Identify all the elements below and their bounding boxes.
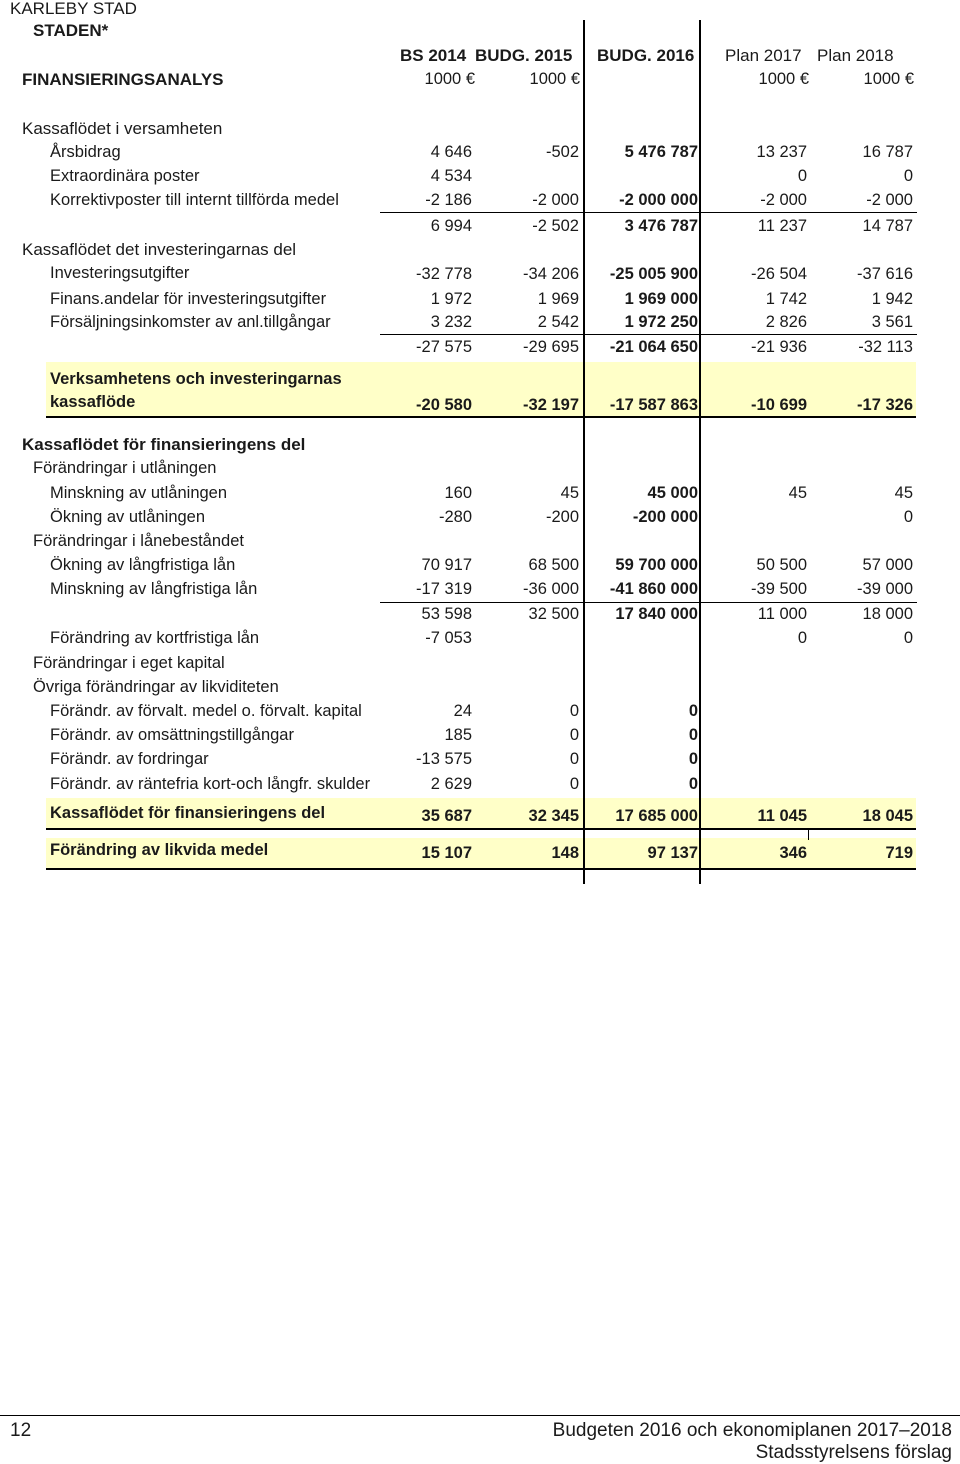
row-label-eget: Förändringar i eget kapital	[33, 654, 225, 672]
col-unit-bs2014: 1000 €	[424, 70, 475, 88]
cell-verks-budg2015: -32 197	[523, 396, 579, 414]
cell-likvida-plan2017: 346	[779, 844, 807, 862]
row-label-kf-fin: Kassaflödet för finansieringens del	[50, 804, 326, 822]
row-label-forvalt: Förändr. av förvalt. medel o. förvalt. kapital	[50, 703, 362, 720]
cell-korrektiv-budg2015: -2 000	[532, 191, 579, 209]
cell-okn-lang-budg2015: 68 500	[528, 556, 579, 574]
cell-sub2-budg2015: -29 695	[523, 338, 579, 356]
cell-arsbidrag-budg2016: 5 476 787	[624, 143, 698, 161]
col-header-budg2016: BUDG. 2016	[597, 46, 695, 65]
cell-rantefri-budg2016: 0	[688, 775, 698, 793]
cell-verks-plan2017: -10 699	[751, 396, 807, 414]
cell-minsk-utl-plan2017: 45	[788, 484, 807, 502]
cell-kf-fin-budg2016: 17 685 000	[615, 807, 698, 825]
separator-3	[380, 602, 917, 603]
row-label-rantefri: Förändr. av räntefria kort-och långfr. skulder	[50, 776, 371, 793]
page-number: 12	[10, 1420, 32, 1441]
cell-minsk-lang-plan2017: -39 500	[751, 580, 807, 598]
row-label-finans: Finans.andelar för investeringsutgifter	[50, 290, 327, 308]
separator-likvida	[46, 868, 916, 870]
cell-fordr-budg2015: 0	[569, 750, 579, 768]
row-label-forsalj: Försäljningsinkomster av anl.tillgångar	[50, 313, 331, 331]
cell-okn-lang-bs2014: 70 917	[421, 556, 472, 574]
separator-verksamhetens	[46, 416, 916, 418]
cell-forsalj-plan2018: 3 561	[871, 313, 913, 331]
cell-sub1-plan2018: 14 787	[862, 217, 913, 235]
cell-forsalj-plan2017: 2 826	[765, 313, 807, 331]
cell-okn-utl-budg2015: -200	[545, 508, 579, 526]
cell-kf-fin-budg2015: 32 345	[528, 807, 579, 825]
cell-invest-budg2016: -25 005 900	[609, 265, 698, 283]
row-label-minsk-utl: Minskning av utlåningen	[50, 484, 228, 502]
section-financing: Kassaflödet för finansieringens del	[22, 435, 306, 454]
col-unit-budg2015: 1000 €	[529, 70, 580, 88]
cell-forvalt-budg2016: 0	[688, 702, 698, 720]
cell-verks-plan2018: -17 326	[857, 396, 913, 414]
cell-extraord-bs2014: 4 534	[430, 167, 472, 185]
cell-sub1-plan2017: 11 237	[757, 217, 807, 235]
cell-verks-budg2016: -17 587 863	[609, 396, 698, 414]
cell-minsk-utl-plan2018: 45	[894, 484, 913, 502]
cell-sub2-plan2018: -32 113	[858, 338, 913, 356]
col-unit-plan2018: 1000 €	[863, 70, 914, 88]
col-header-plan2017: Plan 2017	[725, 46, 802, 65]
cell-likvida-bs2014: 15 107	[421, 844, 472, 862]
cell-finans-plan2018: 1 942	[871, 290, 913, 308]
cell-fordr-budg2016: 0	[688, 750, 698, 768]
cell-arsbidrag-bs2014: 4 646	[430, 143, 472, 161]
cell-finans-budg2015: 1 969	[537, 290, 579, 308]
row-label-verks-line2: kassaflöde	[50, 393, 136, 411]
cell-minsk-lang-budg2016: -41 860 000	[609, 580, 698, 598]
cell-invest-plan2017: -26 504	[751, 265, 807, 283]
row-label-kortfr: Förändring av kortfristiga lån	[50, 629, 260, 647]
cell-omsatt-budg2016: 0	[688, 726, 698, 744]
cell-korrektiv-plan2018: -2 000	[866, 191, 913, 209]
col-header-budg2015: BUDG. 2015	[475, 46, 573, 65]
cell-sub1-bs2014: 6 994	[430, 217, 472, 235]
row-label-omsatt: Förändr. av omsättningstillgångar	[50, 726, 294, 744]
cell-sub3-bs2014: 53 598	[421, 605, 472, 623]
cell-rantefri-bs2014: 2 629	[430, 775, 472, 793]
row-label-fordr: Förändr. av fordringar	[50, 750, 209, 768]
cell-sub3-plan2017: 11 000	[757, 605, 807, 623]
cell-kortfr-plan2017: 0	[797, 629, 807, 647]
cell-invest-bs2014: -32 778	[416, 265, 472, 283]
cell-omsatt-budg2015: 0	[569, 726, 579, 744]
cell-omsatt-bs2014: 185	[444, 726, 472, 744]
row-label-okn-lang: Ökning av långfristiga lån	[50, 556, 236, 574]
cell-likvida-budg2016: 97 137	[647, 844, 698, 862]
city-name: KARLEBY STAD	[10, 0, 137, 18]
cell-sub1-budg2016: 3 476 787	[624, 217, 698, 235]
cell-sub2-bs2014: -27 575	[416, 338, 472, 356]
col-header-plan2018: Plan 2018	[817, 46, 894, 65]
section-operations: Kassaflödet i versamheten	[22, 119, 223, 138]
cell-invest-budg2015: -34 206	[523, 265, 579, 283]
cell-minsk-lang-plan2018: -39 000	[857, 580, 913, 598]
cell-okn-utl-budg2016: -200 000	[632, 508, 698, 526]
cell-extraord-plan2018: 0	[903, 167, 913, 185]
cell-likvida-plan2018: 719	[885, 844, 913, 862]
budg2016-left-border	[583, 20, 585, 884]
cell-arsbidrag-plan2017: 13 237	[756, 143, 807, 161]
unit-name: STADEN*	[33, 21, 109, 40]
cell-sub2-budg2016: -21 064 650	[609, 338, 698, 356]
footer-subtitle: Stadsstyrelsens förslag	[755, 1442, 952, 1463]
cell-korrektiv-budg2016: -2 000 000	[619, 191, 698, 209]
row-label-korrektiv: Korrektivposter till internt tillförda medel	[50, 192, 339, 209]
cell-invest-plan2018: -37 616	[857, 265, 913, 283]
cell-finans-bs2014: 1 972	[430, 290, 472, 308]
footer-rule	[0, 1415, 960, 1416]
cell-sub3-budg2015: 32 500	[528, 605, 579, 623]
cell-arsbidrag-budg2015: -502	[545, 143, 579, 161]
cell-forsalj-bs2014: 3 232	[430, 313, 472, 331]
cell-kf-fin-bs2014: 35 687	[421, 807, 472, 825]
row-label-ovriga: Övriga förändringar av likviditeten	[33, 678, 279, 696]
cell-okn-utl-plan2018: 0	[903, 508, 913, 526]
cell-sub2-plan2017: -21 936	[751, 338, 807, 356]
cell-sub3-plan2018: 18 000	[862, 605, 913, 623]
cell-finans-budg2016: 1 969 000	[624, 290, 698, 308]
cell-kortfr-bs2014: -7 053	[425, 629, 472, 647]
row-label-forand-lan: Förändringar i lånebeståndet	[33, 532, 244, 550]
cell-sub1-budg2015: -2 502	[532, 217, 579, 235]
row-label-likvida: Förändring av likvida medel	[50, 841, 269, 859]
cell-rantefri-budg2015: 0	[569, 775, 579, 793]
row-label-extraord: Extraordinära poster	[50, 167, 200, 185]
separator-2	[380, 334, 917, 335]
cell-kf-fin-plan2018: 18 045	[862, 807, 913, 825]
cell-arsbidrag-plan2018: 16 787	[862, 143, 913, 161]
cell-okn-utl-bs2014: -280	[438, 508, 472, 526]
row-label-verks-line1: Verksamhetens och investeringarnas	[50, 370, 342, 388]
budg2016-right-border	[699, 20, 701, 884]
section-investments: Kassaflödet det investeringarnas del	[22, 240, 297, 259]
cell-kf-fin-plan2017: 11 045	[757, 807, 807, 825]
cell-sub3-budg2016: 17 840 000	[615, 605, 698, 623]
cell-forvalt-bs2014: 24	[453, 702, 472, 720]
cell-forsalj-budg2015: 2 542	[537, 313, 579, 331]
footer-title: Budgeten 2016 och ekonomiplanen 2017–2018	[552, 1420, 952, 1441]
cell-okn-lang-budg2016: 59 700 000	[615, 556, 698, 574]
cell-korrektiv-bs2014: -2 186	[425, 191, 472, 209]
cell-minsk-utl-bs2014: 160	[444, 484, 472, 502]
cell-minsk-lang-bs2014: -17 319	[416, 580, 472, 598]
col-unit-plan2017: 1000 €	[758, 70, 809, 88]
cell-minsk-lang-budg2015: -36 000	[523, 580, 579, 598]
cell-verks-bs2014: -20 580	[416, 396, 472, 414]
col-header-bs2014: BS 2014	[400, 46, 467, 65]
cell-okn-lang-plan2017: 50 500	[756, 556, 807, 574]
cell-minsk-utl-budg2015: 45	[560, 484, 579, 502]
cell-forvalt-budg2015: 0	[569, 702, 579, 720]
row-label-arsbidrag: Årsbidrag	[50, 143, 121, 161]
cell-finans-plan2017: 1 742	[765, 290, 807, 308]
cell-extraord-plan2017: 0	[797, 167, 807, 185]
row-label-minsk-lang: Minskning av långfristiga lån	[50, 580, 258, 598]
row-label-okn-utl: Ökning av utlåningen	[50, 508, 206, 526]
row-label-forand-utl: Förändringar i utlåningen	[33, 459, 217, 477]
cell-fordr-bs2014: -13 575	[416, 750, 472, 768]
cell-kortfr-plan2018: 0	[903, 629, 913, 647]
row-label-invest: Investeringsutgifter	[50, 264, 190, 282]
separator-kassaflodet-fin	[46, 828, 916, 830]
cell-korrektiv-plan2017: -2 000	[760, 191, 807, 209]
cell-likvida-budg2015: 148	[551, 844, 579, 862]
separator-1	[380, 212, 917, 213]
cell-okn-lang-plan2018: 57 000	[862, 556, 913, 574]
cell-forsalj-budg2016: 1 972 250	[624, 313, 698, 331]
table-title: FINANSIERINGSANALYS	[22, 70, 224, 89]
cell-minsk-utl-budg2016: 45 000	[647, 484, 698, 502]
